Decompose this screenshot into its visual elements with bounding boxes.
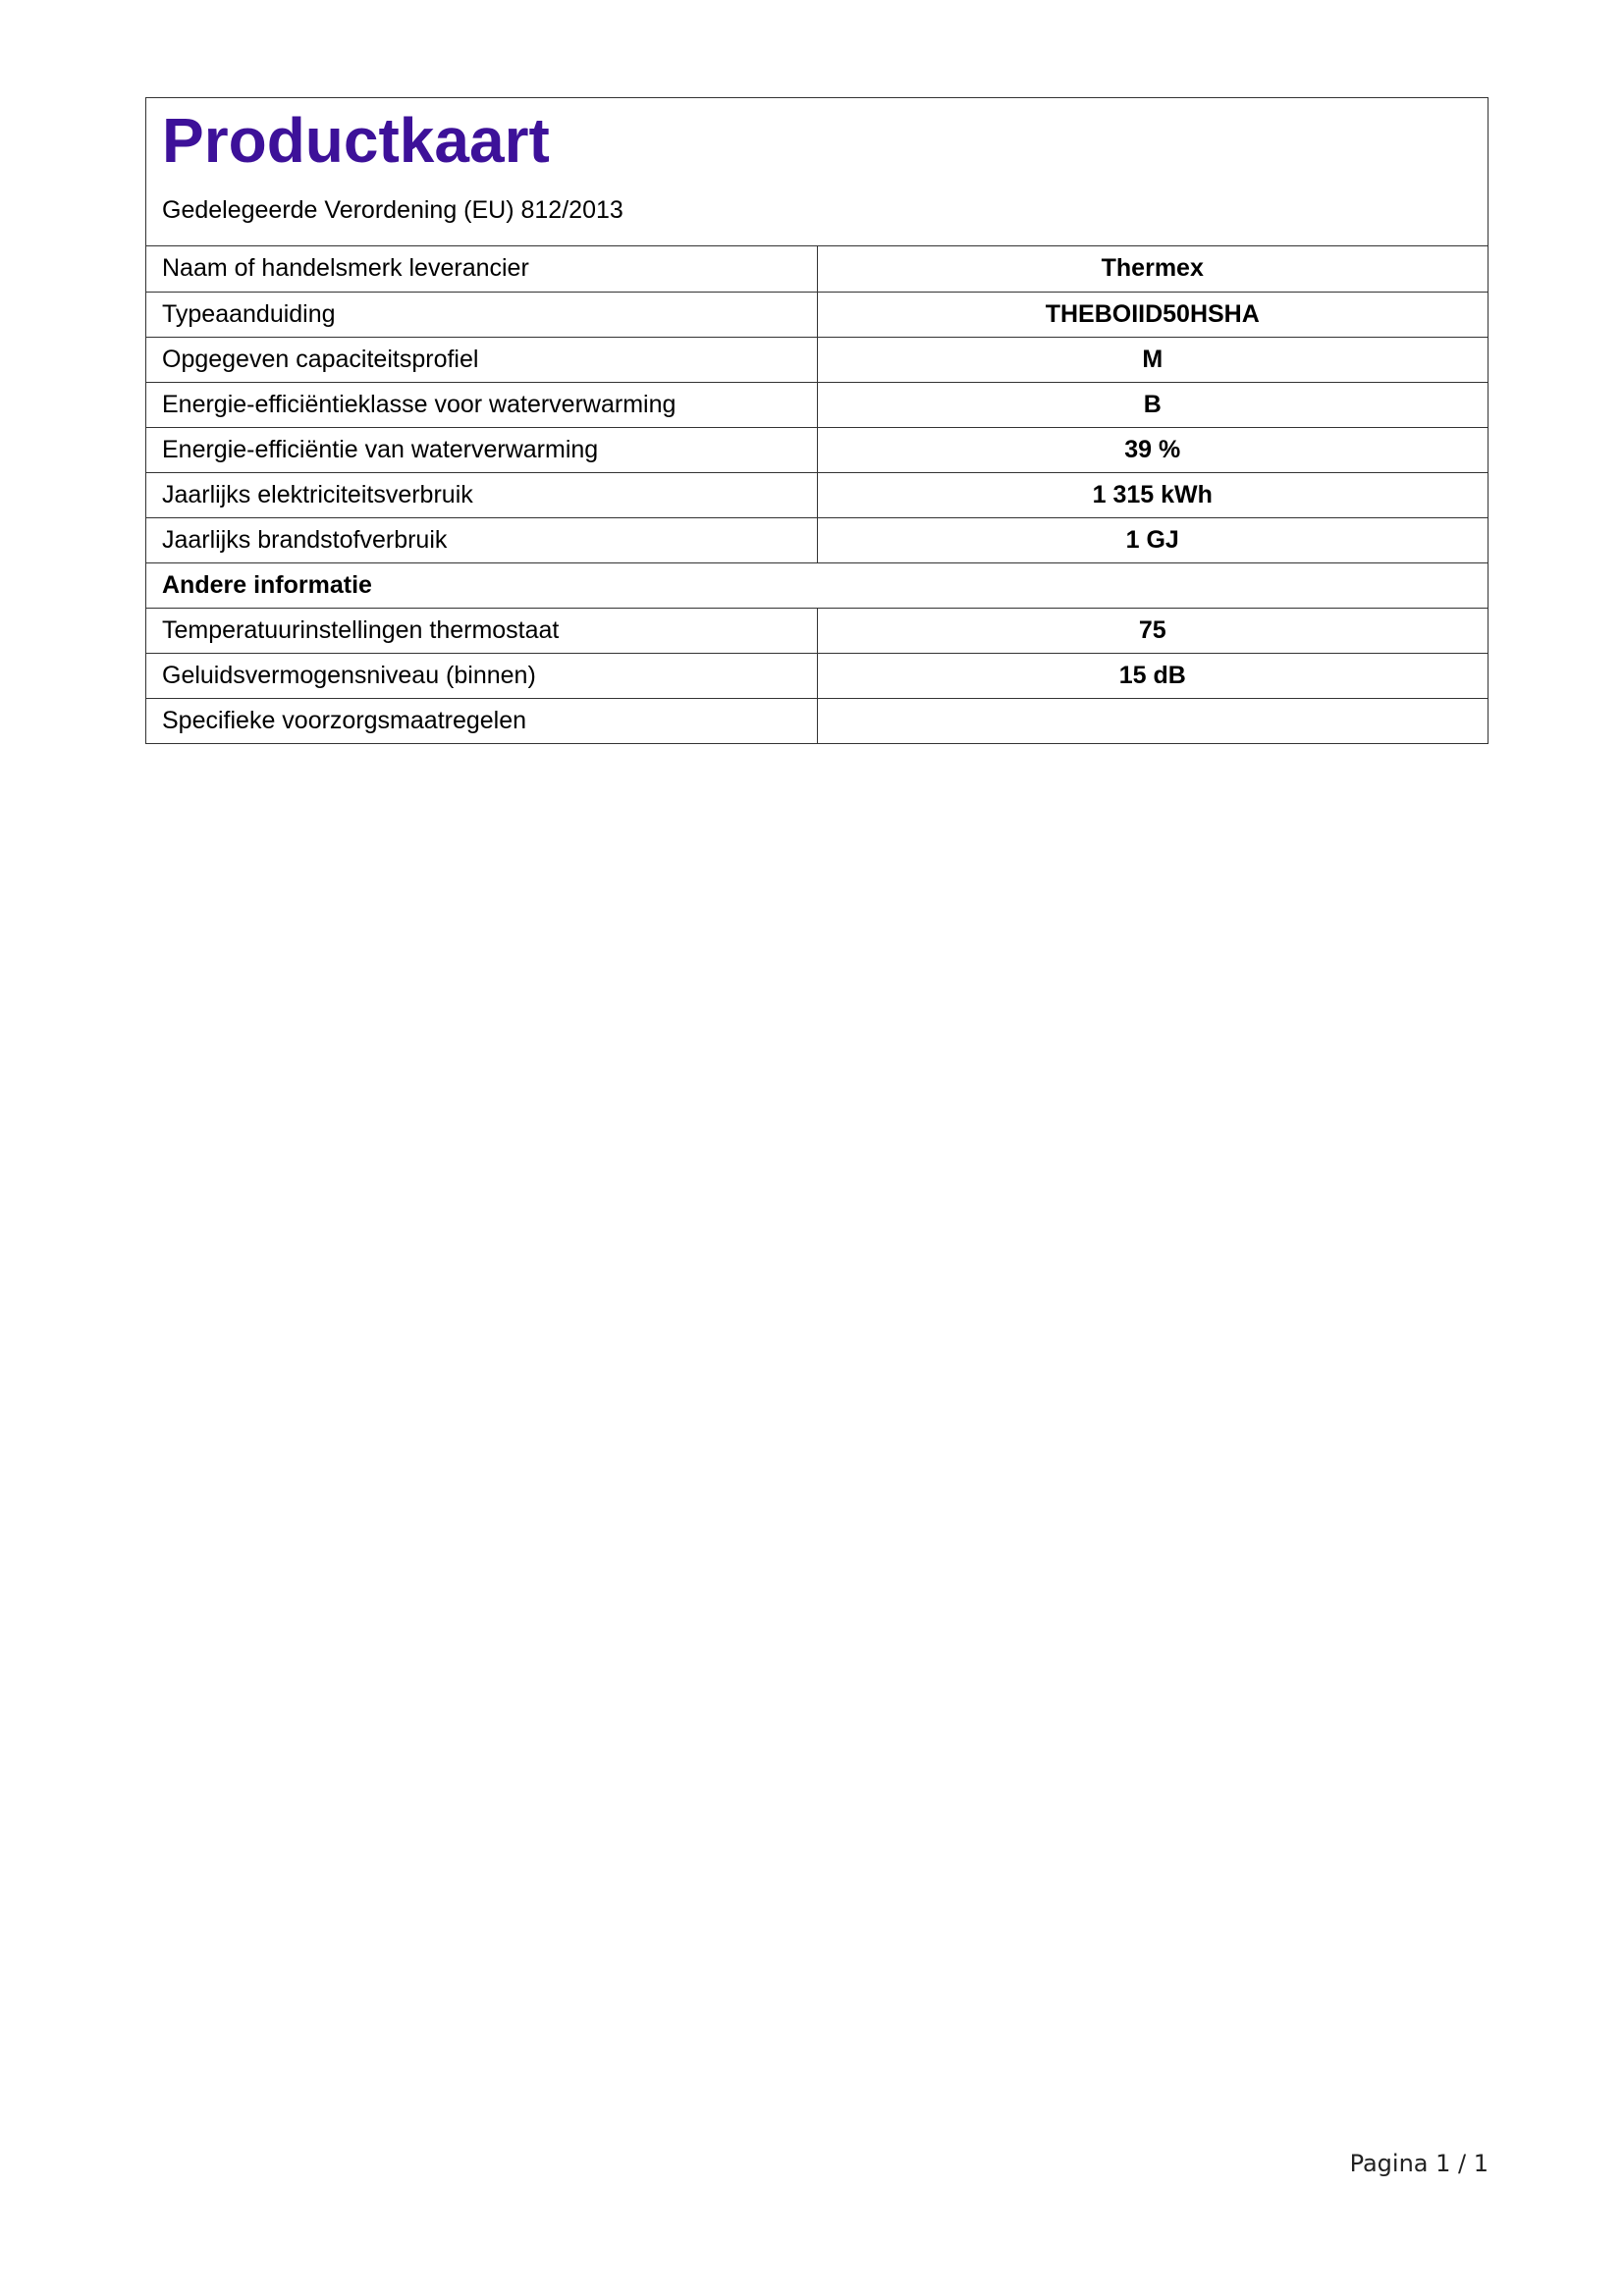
row-label: Opgegeven capaciteitsprofiel: [146, 337, 817, 382]
table-row: [146, 653, 1488, 698]
product-table: [146, 246, 1488, 743]
table-row: [146, 698, 1488, 743]
row-value: [817, 698, 1488, 743]
table-row: [146, 427, 1488, 472]
row-value: 1 315 kWh: [817, 472, 1488, 517]
table-row: [146, 608, 1488, 653]
row-label: Jaarlijks elektriciteitsverbruik: [146, 472, 817, 517]
fiche-header: [146, 98, 1488, 246]
row-value: 39 %: [817, 427, 1488, 472]
page-title: Productkaart: [162, 105, 550, 176]
product-fiche: [145, 97, 1489, 744]
table-row: [146, 337, 1488, 382]
row-label: Energie-efficiëntie van waterverwarming: [146, 427, 817, 472]
row-value: 1 GJ: [817, 517, 1488, 562]
table-row: [146, 292, 1488, 337]
table-row: [146, 382, 1488, 427]
row-value: Thermex: [1101, 254, 1204, 283]
section-heading: Andere informatie: [146, 562, 1488, 608]
row-label: Naam of handelsmerk leverancier: [146, 246, 817, 292]
row-label: Temperatuurinstellingen thermostaat: [146, 608, 817, 653]
table-row: [146, 246, 1488, 292]
row-value: 15 dB: [817, 653, 1488, 698]
section-row: [146, 562, 1488, 608]
row-label: Specifieke voorzorgsmaatregelen: [146, 698, 817, 743]
page-number: Pagina 1 / 1: [1349, 2150, 1489, 2177]
row-value: 75: [817, 608, 1488, 653]
row-value: B: [817, 382, 1488, 427]
row-label: Typeaanduiding: [146, 292, 817, 337]
row-label: Jaarlijks brandstofverbruik: [146, 517, 817, 562]
row-label: Energie-efficiëntieklasse voor waterverwarming: [146, 382, 817, 427]
table-row: [146, 472, 1488, 517]
regulation-subtitle: Gedelegeerde Verordening (EU) 812/2013: [162, 196, 623, 224]
row-value: THEBOIID50HSHA: [817, 292, 1488, 337]
table-row: [146, 517, 1488, 562]
row-value: M: [817, 337, 1488, 382]
row-label: Geluidsvermogensniveau (binnen): [146, 653, 817, 698]
